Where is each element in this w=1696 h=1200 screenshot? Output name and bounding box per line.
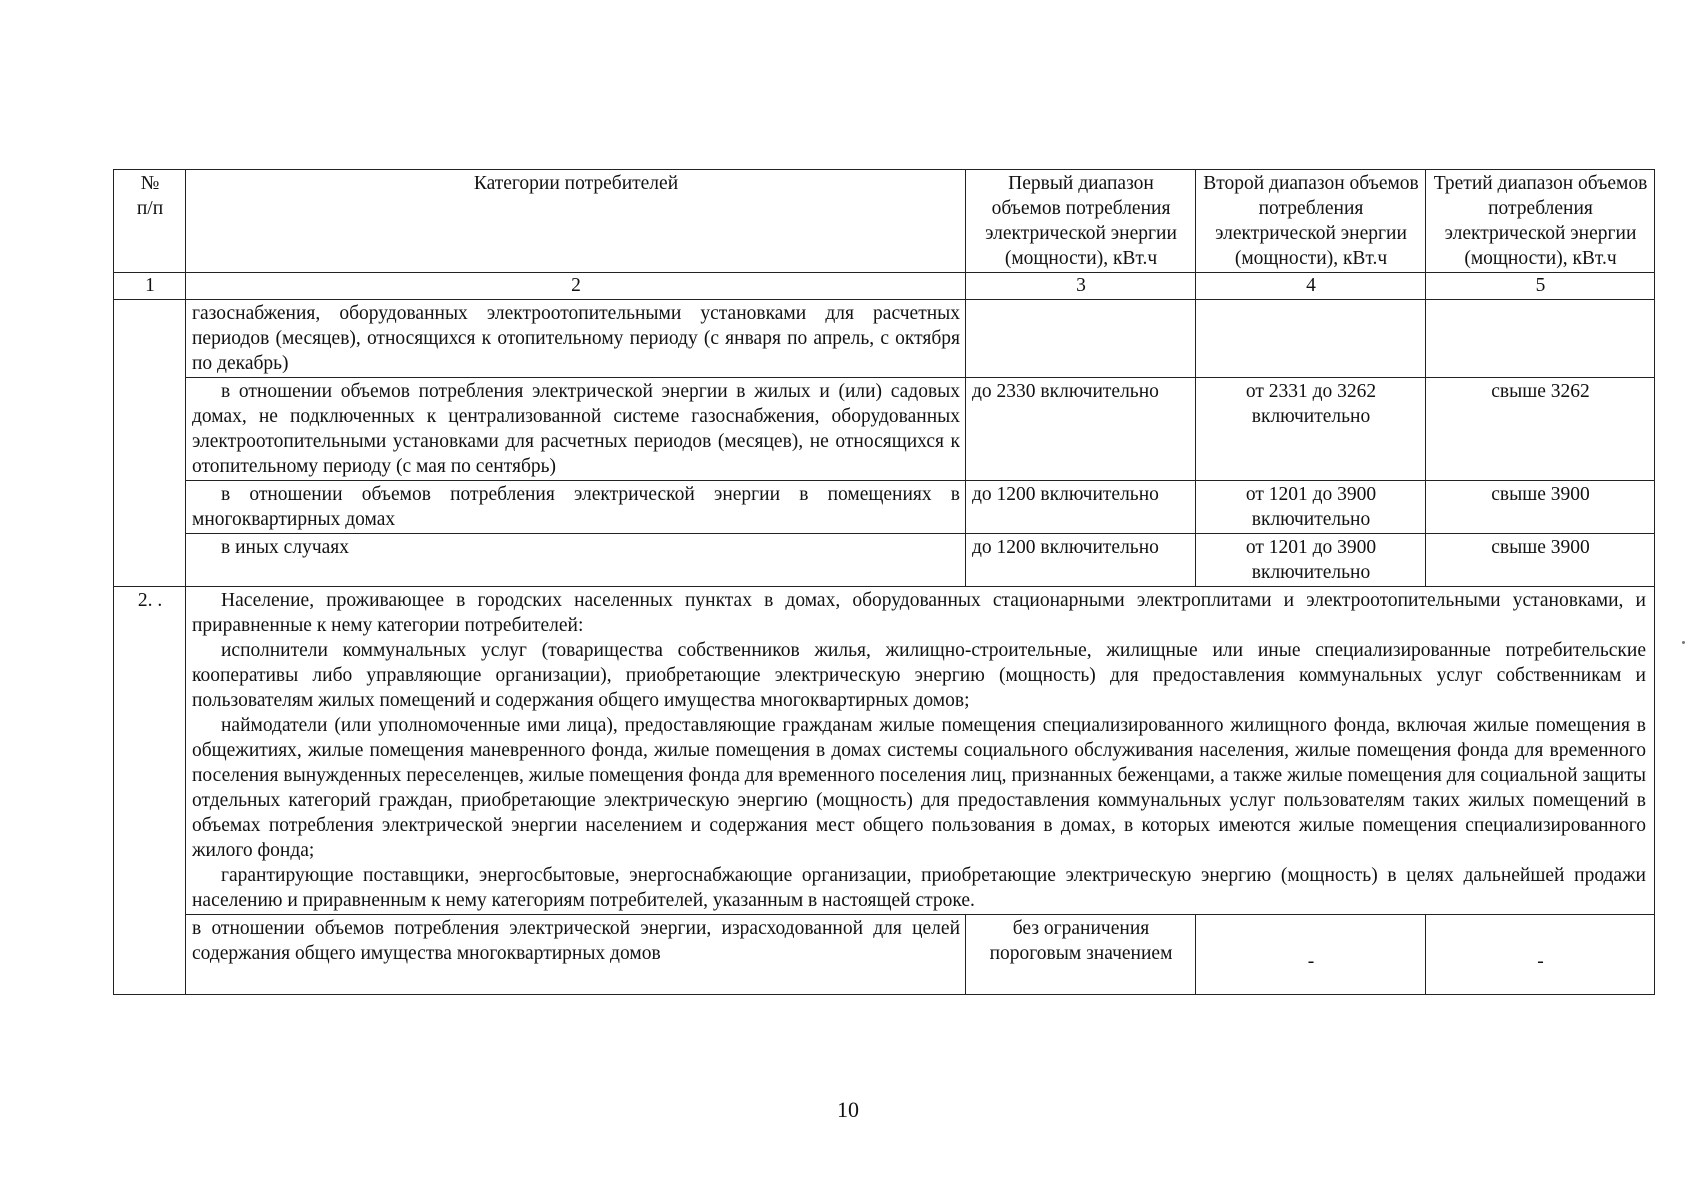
category-paragraph: исполнители коммунальных услуг (товарищества собственников жилья, жилищно-строительные, жилищные или иные специализированные потребительские кооперативы либо управляющие организации), приобретающие электрическую энергию (мощность) для предоставления коммунальных услуг собственникам и пользователям жилых помещений и содержания общего имущества многоквартирных домов; <box>192 640 1646 711</box>
category-cell: в отношении объемов потребления электрической энергии в помещениях в многоквартирных домах <box>186 481 966 534</box>
table-row <box>114 915 1655 995</box>
header-range2-label: Второй диапазон объемов потребления электрической энергии (мощности), кВт.ч <box>1203 173 1419 269</box>
table-row <box>114 378 1655 481</box>
header-range3-label: Третий диапазон объемов потребления электрической энергии (мощности), кВт.ч <box>1433 173 1648 269</box>
page-number: 10 <box>837 1097 859 1122</box>
column-numbers-row <box>114 273 1655 300</box>
header-number-cell <box>114 170 186 273</box>
category-cell: газоснабжения, оборудованных электроотопительными установками для расчетных периодов (месяцев), относящихся к отопительному периоду (с января по апрель, с октября по декабрь) <box>186 300 966 378</box>
range1-cell: до 2330 включительно <box>966 378 1196 481</box>
category-paragraph: наймодатели (или уполномоченные ими лица), предоставляющие гражданам жилые помещения специализированного жилищного фонда, включая жилые помещения в общежитиях, жилые помещения маневренного фонда, жилые помещения в домах системы социального обслуживания населения, жилые помещения фонда для временного поселения вынужденных переселенцев, жилые помещения фонда для временного поселения лиц, признанных беженцами, а также жилые помещения для социальной защиты отдельных категорий граждан, приобретающие электрическую энергию (мощность) для предоставления коммунальных услуг пользователям таких жилых помещений в объемах потребления электрической энергии населением и содержания мест общего пользования в домах, в которых имеются жилые помещения специализированного жилого фонда; <box>192 715 1646 861</box>
range1-cell: без ограничения пороговым значением <box>966 915 1196 995</box>
range1-cell: до 1200 включительно <box>966 534 1196 587</box>
header-category-cell <box>186 170 966 273</box>
tariff-table <box>113 169 1655 995</box>
header-number-label: № п/п <box>136 173 164 219</box>
range2-cell: - <box>1196 915 1426 995</box>
column-number: 4 <box>1196 273 1426 300</box>
header-range3-cell <box>1426 170 1655 273</box>
table-header-row <box>114 170 1655 273</box>
row-number-cell <box>114 300 186 587</box>
range2-cell: от 2331 до 3262 включительно <box>1196 378 1426 481</box>
range3-cell: свыше 3900 <box>1426 481 1655 534</box>
category-description-cell <box>186 587 1655 915</box>
range3-cell: свыше 3262 <box>1426 378 1655 481</box>
range3-cell <box>1426 300 1655 378</box>
header-range1-cell <box>966 170 1196 273</box>
range1-cell: до 1200 включительно <box>966 481 1196 534</box>
category-paragraph: Население, проживающее в городских населенных пунктах в домах, оборудованных стационарными электроплитами и электроотопительными установками, и приравненные к нему категории потребителей: <box>192 590 1646 636</box>
category-paragraph: гарантирующие поставщики, энергосбытовые, энергоснабжающие организации, приобретающие электрическую энергию (мощность) в целях дальнейшей продажи населению и приравненным к нему категориям потребителей, указанным в настоящей строке. <box>192 865 1646 911</box>
range2-cell: от 1201 до 3900 включительно <box>1196 534 1426 587</box>
category-cell: в отношении объемов потребления электрической энергии в жилых и (или) садовых домах, не подключенных к централизованной системе газоснабжения, оборудованных электроотопительными установками для расчетных периодов (месяцев), не относящихся к отопительному периоду (с мая по сентябрь) <box>186 378 966 481</box>
table-row <box>114 534 1655 587</box>
column-number: 5 <box>1426 273 1655 300</box>
table-row <box>114 300 1655 378</box>
column-number: 2 <box>186 273 966 300</box>
table-row <box>114 587 1655 915</box>
header-category-label: Категории потребителей <box>473 173 679 194</box>
range3-cell: - <box>1426 915 1655 995</box>
header-range1-label: Первый диапазон объемов потребления электрической энергии (мощности), кВт.ч <box>985 173 1177 269</box>
table-row <box>114 481 1655 534</box>
range1-cell <box>966 300 1196 378</box>
range2-cell <box>1196 300 1426 378</box>
range3-cell: свыше 3900 <box>1426 534 1655 587</box>
header-range2-cell <box>1196 170 1426 273</box>
row-number-cell: 2. . <box>114 587 186 995</box>
column-number: 1 <box>114 273 186 300</box>
category-cell: в отношении объемов потребления электрической энергии, израсходованной для целей содержания общего имущества многоквартирных домов <box>186 915 966 995</box>
range2-cell: от 1201 до 3900 включительно <box>1196 481 1426 534</box>
category-cell: в иных случаях <box>186 534 966 587</box>
scan-speck <box>1682 641 1685 644</box>
column-number: 3 <box>966 273 1196 300</box>
